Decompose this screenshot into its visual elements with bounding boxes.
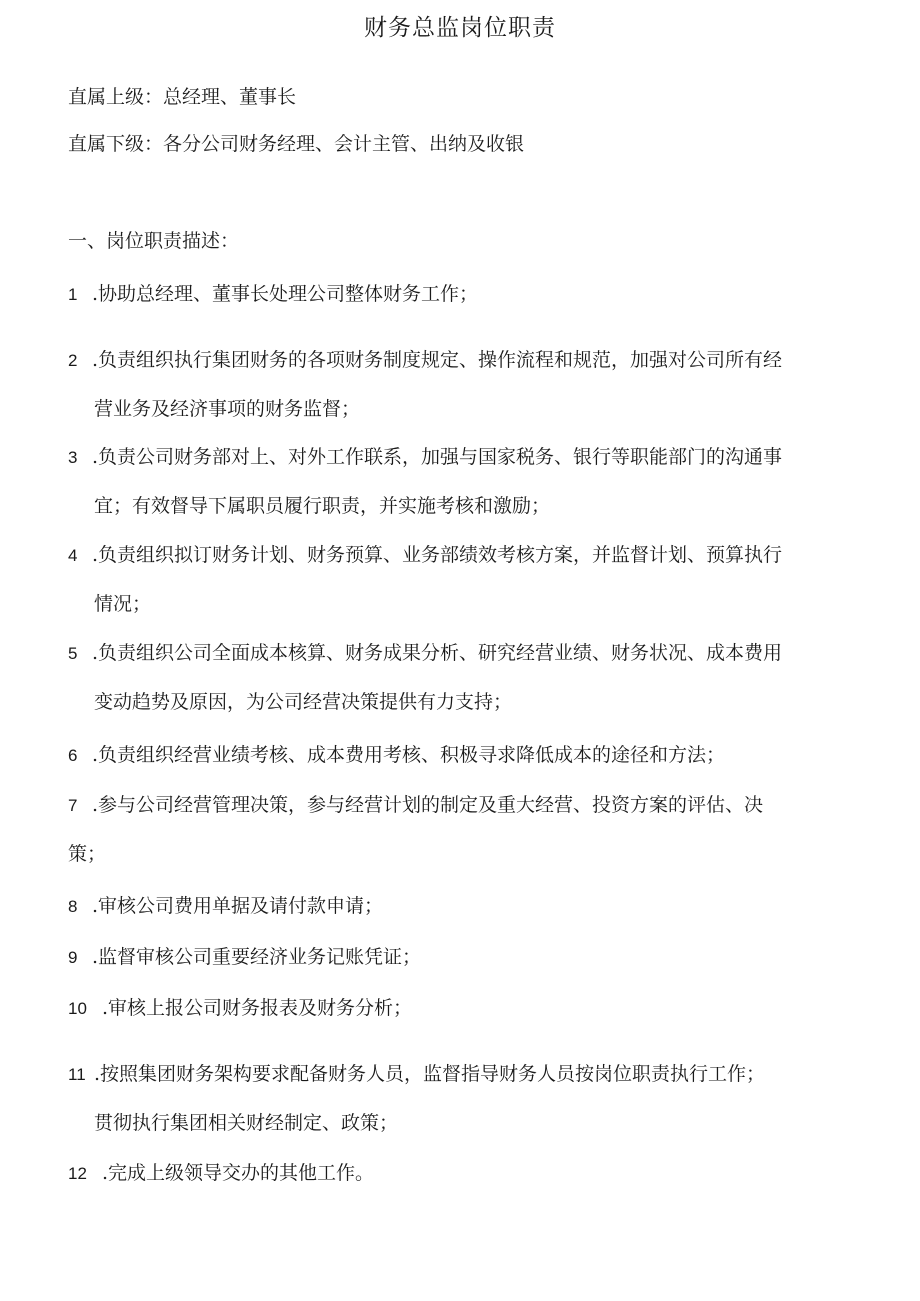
item-number: 5 (68, 644, 78, 663)
item-text: .负责公司财务部对上、对外工作联系，加强与国家税务、银行等职能部门的沟通事 (92, 446, 783, 468)
item-number: 1 (68, 285, 78, 304)
item-text: .负责组织经营业绩考核、成本费用考核、积极寻求降低成本的途径和方法； (92, 744, 726, 766)
subordinate-line: 直属下级：各分公司财务经理、会计主管、出纳及收银 (68, 133, 525, 155)
duty-item-6 (68, 731, 880, 780)
item-text: .完成上级领导交办的其他工作。 (102, 1162, 375, 1184)
duty-item-5 (68, 629, 880, 727)
item-text-continued: 营业务及经济事项的财务监督； (94, 398, 361, 420)
item-text: .审核上报公司财务报表及财务分析； (102, 997, 413, 1019)
duty-item-3 (68, 433, 880, 531)
duty-item-8 (68, 882, 880, 931)
item-text-continued: 情况； (94, 593, 152, 615)
item-text-continued: 宜；有效督导下属职员履行职责，并实施考核和激励； (94, 495, 551, 517)
item-text: .按照集团财务架构要求配备财务人员，监督指导财务人员按岗位职责执行工作； (94, 1063, 766, 1085)
item-text-continued: 变动趋势及原因，为公司经营决策提供有力支持； (94, 691, 513, 713)
section-heading: 一、岗位职责描述： (68, 230, 240, 252)
item-number: 4 (68, 546, 78, 565)
duty-item-7 (68, 781, 880, 879)
duty-item-1 (68, 270, 880, 319)
document-title: 财务总监岗位职责 (364, 15, 556, 41)
item-number: 3 (68, 448, 78, 467)
item-text: .负责组织拟订财务计划、财务预算、业务部绩效考核方案，并监督计划、预算执行 (92, 544, 783, 566)
item-number: 11 (68, 1065, 86, 1084)
item-text: .协助总经理、董事长处理公司整体财务工作； (92, 283, 479, 305)
item-number: 9 (68, 948, 78, 967)
item-number: 2 (68, 351, 78, 370)
item-text: .参与公司经营管理决策，参与经营计划的制定及重大经营、投资方案的评估、决 (92, 794, 764, 816)
item-number: 10 (68, 999, 87, 1018)
duty-item-4 (68, 531, 880, 629)
item-text: .监督审核公司重要经济业务记账凭证； (92, 946, 422, 968)
item-text-continued: 贯彻执行集团相关财经制定、政策； (94, 1112, 399, 1134)
item-number: 12 (68, 1164, 87, 1183)
item-text: .审核公司费用单据及请付款申请； (92, 895, 384, 917)
item-number: 6 (68, 746, 78, 765)
item-number: 8 (68, 897, 78, 916)
duty-item-12 (68, 1149, 880, 1198)
item-number: 7 (68, 796, 78, 815)
item-text: .负责组织公司全面成本核算、财务成果分析、研究经营业绩、财务状况、成本费用 (92, 642, 783, 664)
duty-item-11 (68, 1050, 880, 1148)
item-text: .负责组织执行集团财务的各项财务制度规定、操作流程和规范，加强对公司所有经 (92, 349, 783, 371)
duty-item-9 (68, 933, 880, 982)
superior-line: 直属上级：总经理、董事长 (68, 86, 297, 108)
duty-item-10 (68, 984, 880, 1033)
duty-item-2 (68, 336, 880, 434)
item-text-continued: 策； (68, 843, 107, 865)
